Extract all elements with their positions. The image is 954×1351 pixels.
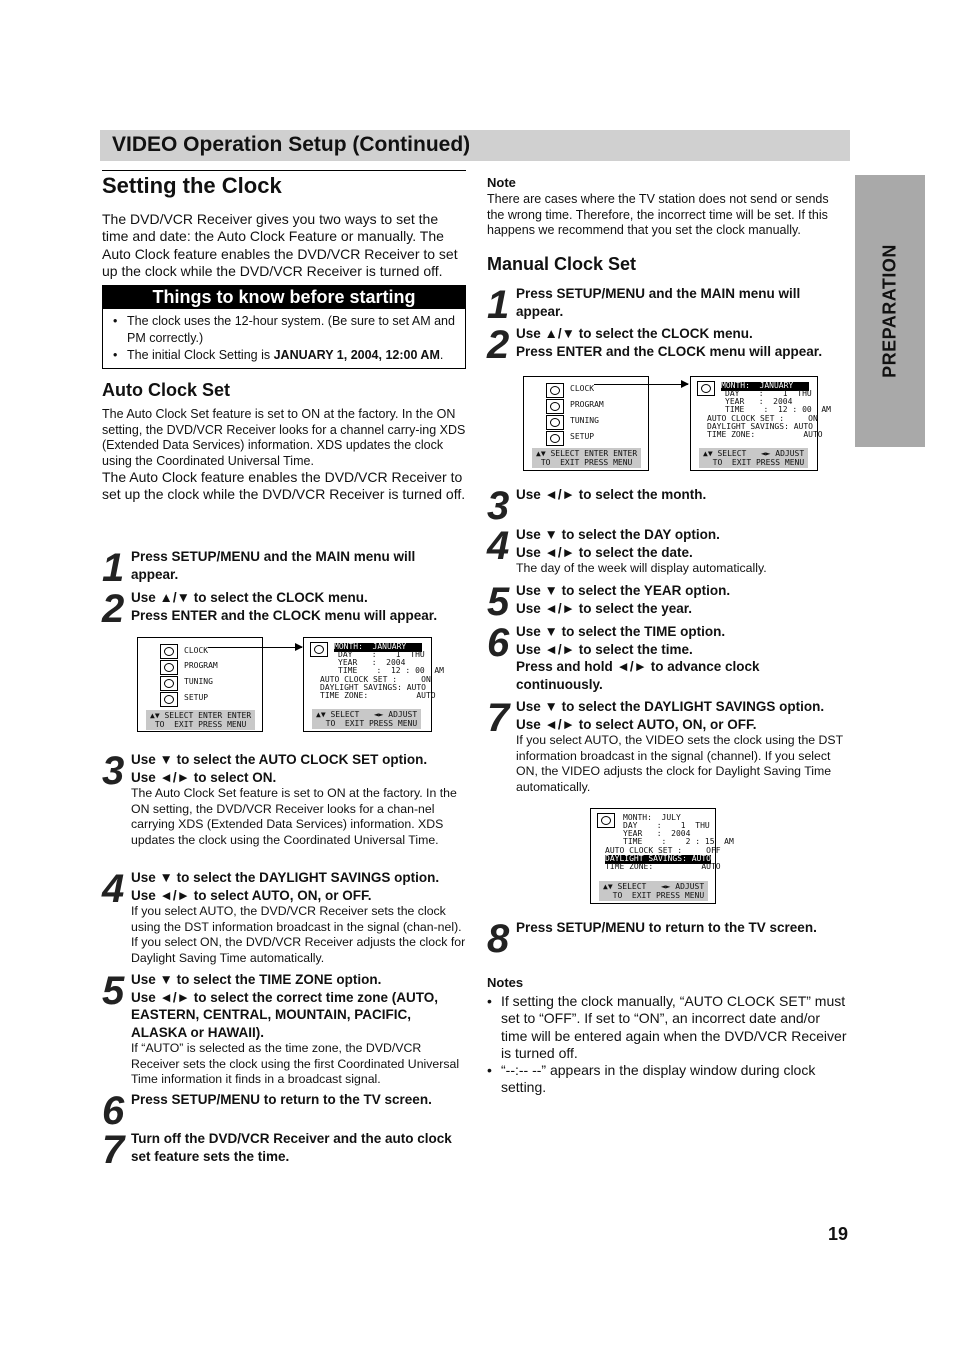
- step-number: 2: [487, 323, 510, 367]
- clock-row-zone: TIME ZONE: AUTO: [707, 430, 823, 439]
- auto-clock-desc-2: The Auto Clock feature enables the DVD/VCR Receiver to set up the clock while the DVD/VCR Receiver is turned off.: [102, 469, 466, 503]
- step-instruction: Use ◄/► to select the correct time zone (AUTO, EASTERN, CENTRAL, MOUNTAIN, PACIFIC, ALASKA or HAWAII).: [131, 989, 439, 1040]
- step-instruction: Press ENTER and the CLOCK menu will appear.: [516, 343, 823, 359]
- step-description: The day of the week will display automatically.: [516, 561, 767, 575]
- step-instruction: Use ▲/▼ to select the CLOCK menu.: [516, 326, 753, 341]
- clock-row-auto: AUTO CLOCK SET : ON: [707, 414, 818, 423]
- clock-row-auto: AUTO CLOCK SET : ON: [320, 675, 431, 684]
- step-instruction: Use ▼ to select the DAY option.: [516, 527, 720, 542]
- step-instruction: Press and hold ◄/► to advance clock continuously.: [516, 659, 760, 692]
- screen-footer: ▲▼ SELECT ◄► ADJUST TO EXIT PRESS MENU: [599, 881, 708, 901]
- clock-row-dst: DAYLIGHT SAVINGS: AUTO: [707, 422, 813, 431]
- step-instruction: Use ▼ to select the DAYLIGHT SAVINGS option.: [131, 870, 440, 885]
- step-instruction: Use ▼ to select the YEAR option.: [516, 583, 731, 598]
- screen-footer: ▲▼ SELECT ENTER ENTER TO EXIT PRESS MENU: [532, 448, 641, 468]
- section-banner: [100, 130, 850, 161]
- step-instruction: Use ◄/► to select AUTO, ON, or OFF.: [131, 887, 372, 903]
- step-number: 4: [102, 867, 125, 911]
- step-instruction: Use ◄/► to select ON.: [131, 769, 277, 785]
- intro-text: The DVD/VCR Receiver gives you two ways to set the time and date: the Auto Clock Feature or manually. The Auto Clock feature enables the DVD/VCR Receiver to set up the clock while the DVD/VCR Receiver is turned off.: [102, 211, 458, 279]
- arrow-icon: [594, 384, 688, 385]
- menu-item-tuning: TUNING: [184, 677, 213, 686]
- screen-footer: ▲▼ SELECT ◄► ADJUST TO EXIT PRESS MENU: [312, 709, 421, 729]
- clock-icon: [310, 642, 328, 657]
- clock-icon: [697, 381, 715, 396]
- step-number: 7: [487, 696, 510, 740]
- clock-row-zone: TIME ZONE: AUTO: [605, 862, 721, 871]
- clock-july-screen: [590, 808, 734, 904]
- step-instruction: Press SETUP/MENU to return to the TV screen.: [516, 920, 817, 935]
- manual-clock-title: Manual Clock Set: [487, 253, 637, 274]
- things-item: • The clock uses the 12-hour system. (Be sure to set AM and PM correctly.): [113, 313, 457, 347]
- step-number: 8: [487, 917, 510, 961]
- things-box: [102, 285, 466, 369]
- step-description: If you select AUTO, the VIDEO sets the clock using the DST information broadcast in the signal (channel). If you select ON, the VIDEO adjusts the clock for Daylight Saving Time automatically.: [516, 733, 843, 794]
- step-instruction: Turn off the DVD/VCR Receiver and the auto clock set feature sets the time.: [131, 1131, 452, 1164]
- clock-row-day: DAY : 1 THU: [338, 650, 425, 659]
- clock-row-auto: AUTO CLOCK SET : OFF: [605, 846, 721, 855]
- things-item: • The initial Clock Setting is JANUARY 1, 2004, 12:00 AM.: [113, 347, 457, 364]
- notes-item: • If setting the clock manually, “AUTO CLOCK SET” must set to “OFF”. If set to “ON”, an incorrect date and/or time will be entered again when the DVD/VCR Receiver is turned off.: [487, 993, 847, 1062]
- clock-icon: [546, 383, 564, 398]
- step-instruction: Use ◄/► to select the year.: [516, 600, 693, 616]
- notes-item: • “--:-- --” appears in the display window during clock setting.: [487, 1062, 847, 1097]
- menu-item-clock: CLOCK: [184, 646, 209, 655]
- step-instruction: Use ◄/► to select AUTO, ON, or OFF.: [516, 716, 757, 732]
- notes-title: Notes: [487, 975, 524, 990]
- clock-icon: [597, 813, 615, 828]
- auto-clock-desc: The Auto Clock Set feature is set to ON at the factory. In the ON setting, the DVD/VCR Receiver looks for a channel carry-ing XDS (Extended Data Services) information. XDS updates the clock using the Coordinated Universal Time.: [102, 407, 466, 468]
- page-number: 19: [828, 1224, 849, 1244]
- step-number: 6: [487, 621, 510, 665]
- tuning-icon: [160, 676, 178, 691]
- step-number: 3: [102, 749, 125, 793]
- main-menu-screen-2: [523, 376, 649, 471]
- page-title: Setting the Clock: [102, 173, 282, 198]
- clock-row-time: TIME : 12 : 00 AM: [338, 666, 444, 675]
- step-description: If “AUTO” is selected as the time zone, the DVD/VCR Receiver sets the clock using the first Coordinated Universal Time information it finds in a broadcast signal.: [131, 1041, 460, 1087]
- step-number: 1: [487, 283, 510, 327]
- menu-item-setup: SETUP: [570, 432, 595, 441]
- step-number: 6: [102, 1089, 125, 1133]
- step-description: The Auto Clock Set feature is set to ON at the factory. In the ON setting, the DVD/VCR Receiver looks for a chan-nel carrying XDS (Extended Data Services) information. XDS updates the clock using the Coordinated Universal Time.: [131, 786, 457, 847]
- clock-row-dst: DAYLIGHT SAVINGS: AUTO: [320, 683, 426, 692]
- clock-menu-screen: [303, 637, 444, 732]
- step-instruction: Use ▼ to select the DAYLIGHT SAVINGS option.: [516, 699, 825, 714]
- left-column: [102, 170, 466, 504]
- step-number: 4: [487, 524, 510, 568]
- program-icon: [546, 399, 564, 414]
- step-number: 3: [487, 484, 510, 528]
- main-menu-screen: [137, 637, 263, 732]
- clock-row-year: YEAR : 2004: [725, 397, 793, 406]
- clock-row-day: DAY : 1 THU: [725, 389, 812, 398]
- step-instruction: Use ▼ to select the TIME ZONE option.: [131, 972, 382, 987]
- clock-row-month: MONTH: JANUARY: [721, 382, 809, 391]
- clock-row-dst: DAYLIGHT SAVINGS: AUTO: [605, 854, 711, 863]
- arrow-icon: [208, 647, 302, 648]
- menu-item-program: PROGRAM: [184, 661, 218, 670]
- step-instruction: Use ▼ to select the AUTO CLOCK SET option.: [131, 752, 428, 767]
- clock-menu-screen-2: [690, 376, 831, 471]
- screen-footer: ▲▼ SELECT ENTER ENTER TO EXIT PRESS MENU: [146, 710, 255, 730]
- menu-item-setup: SETUP: [184, 693, 209, 702]
- clock-icon: [160, 644, 178, 659]
- clock-row-time: TIME : 2 : 15 AM: [623, 837, 734, 846]
- clock-row-year: YEAR : 2004: [338, 658, 406, 667]
- note-title: Note: [487, 175, 516, 190]
- step-number: 5: [487, 580, 510, 624]
- screen-footer: ▲▼ SELECT ◄► ADJUST TO EXIT PRESS MENU: [699, 448, 808, 468]
- things-title: Things to know before starting: [103, 286, 465, 309]
- right-column: [487, 175, 847, 275]
- step-number: 7: [102, 1128, 125, 1172]
- step-instruction: Press SETUP/MENU and the MAIN menu will appear.: [516, 286, 801, 319]
- banner-title: VIDEO Operation Setup (Continued): [112, 133, 471, 156]
- clock-row-month: MONTH: JANUARY: [334, 643, 422, 652]
- step-instruction: Use ◄/► to select the time.: [516, 641, 693, 657]
- side-tab: [855, 175, 925, 447]
- setup-icon: [546, 431, 564, 446]
- program-icon: [160, 660, 178, 675]
- clock-row-month: MONTH: JULY: [623, 813, 681, 822]
- step-instruction: Press SETUP/MENU and the MAIN menu will appear.: [131, 549, 416, 582]
- clock-row-year: YEAR : 2004: [623, 829, 691, 838]
- menu-item-clock: CLOCK: [570, 384, 595, 393]
- step-instruction: Use ▼ to select the TIME option.: [516, 624, 726, 639]
- clock-row-zone: TIME ZONE: AUTO: [320, 691, 436, 700]
- clock-row-time: TIME : 12 : 00 AM: [725, 405, 831, 414]
- step-instruction: Press SETUP/MENU to return to the TV screen.: [131, 1092, 432, 1107]
- step-instruction: Use ◄/► to select the date.: [516, 544, 693, 560]
- menu-item-tuning: TUNING: [570, 416, 599, 425]
- menu-item-program: PROGRAM: [570, 400, 604, 409]
- step-instruction: Use ▲/▼ to select the CLOCK menu.: [131, 590, 368, 605]
- side-tab-label: PREPARATION: [879, 244, 900, 378]
- step-number: 1: [102, 546, 125, 590]
- tuning-icon: [546, 415, 564, 430]
- step-instruction: Use ◄/► to select the month.: [516, 487, 707, 502]
- auto-clock-title: Auto Clock Set: [102, 380, 231, 401]
- notes-section: [487, 975, 847, 1097]
- step-number: 2: [102, 587, 125, 631]
- clock-row-day: DAY : 1 THU: [623, 821, 710, 830]
- note-text: There are cases where the TV station does not send or sends the wrong time. Therefore, the incorrect time will be set. If this happens we recommend that you set the clock manually.: [487, 192, 829, 237]
- step-number: 5: [102, 969, 125, 1013]
- step-description: If you select AUTO, the DVD/VCR Receiver sets the clock using the DST information broadcast in the signal (chan-nel). If you select ON, the DVD/VCR Receiver adjusts the clock for Daylight Saving Time automatically.: [131, 904, 466, 965]
- step-instruction: Press ENTER and the CLOCK menu will appear.: [131, 607, 438, 623]
- setup-icon: [160, 692, 178, 707]
